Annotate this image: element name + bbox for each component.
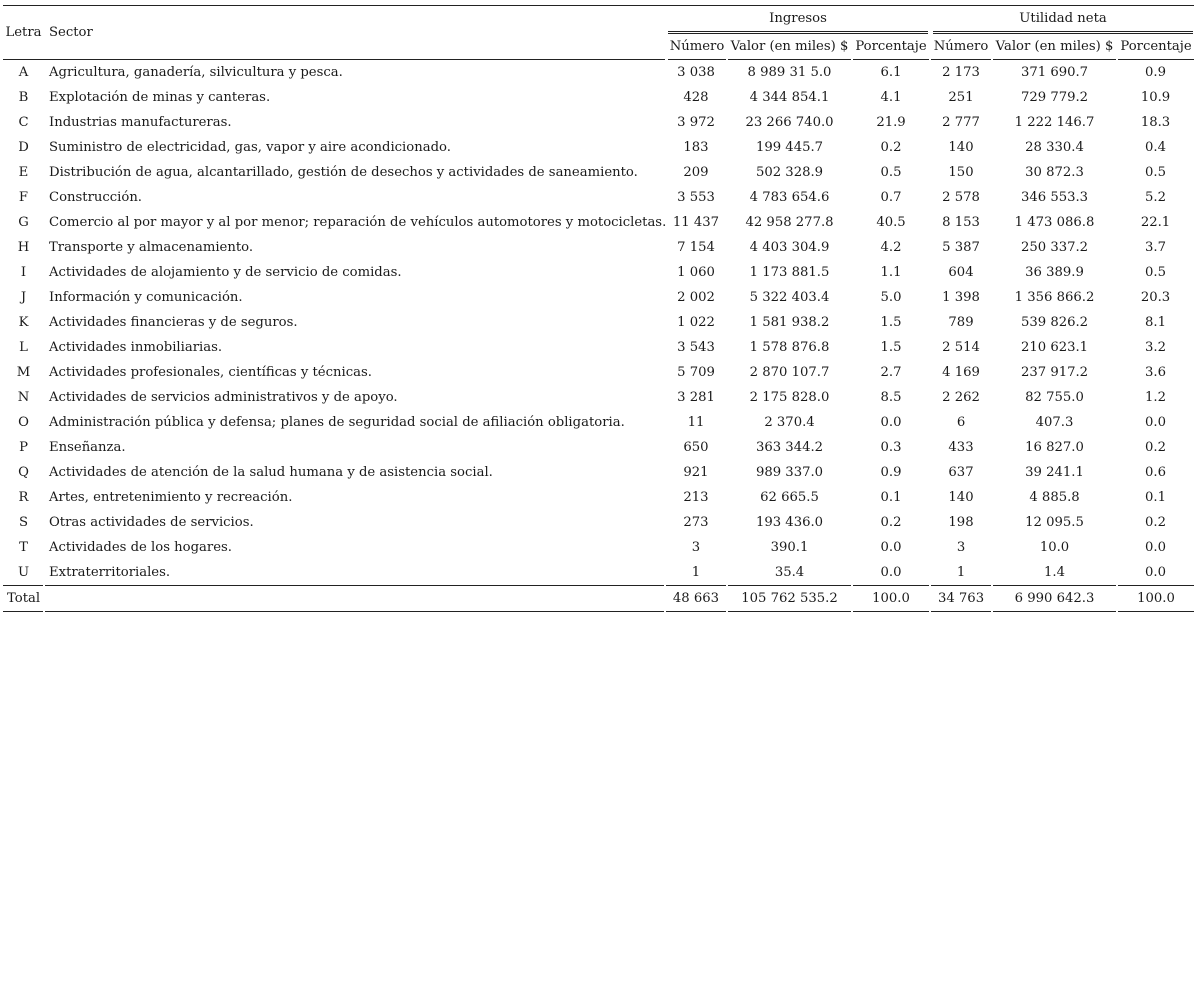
cell-letra: O [18,415,29,430]
total-utilidad-numero-cell [930,585,992,612]
cell-utilidad-valor: 729 779.2 [1020,90,1089,105]
cell-letra: K [18,315,29,330]
cell-utilidad-numero: 1 398 [942,290,980,305]
total-ingresos-valor-cell [727,585,852,612]
cell-utilidad-valor: 30 872.3 [1025,165,1084,180]
cell-utilidad-numero: 5 387 [942,240,980,255]
cell-letra: M [16,365,31,380]
cell-ingresos-valor: 2 175 828.0 [749,390,830,405]
cell-utilidad-porcentaje: 0.0 [1145,565,1167,580]
cell-sector: Actividades profesionales, científicas y técnicas. [49,365,372,380]
cell-sector: Actividades de los hogares. [49,540,232,555]
sector-table-container [3,5,1194,612]
cell-letra: B [18,90,29,105]
cell-ingresos-porcentaje: 6.1 [880,65,902,80]
total-ingresos-numero-cell [665,585,727,612]
cell-ingresos-valor: 390.1 [770,540,809,555]
cell-utilidad-numero: 2 578 [942,190,980,205]
cell-letra: G [18,215,29,230]
cell-ingresos-porcentaje: 2.7 [880,365,902,380]
cell-utilidad-valor: 12 095.5 [1025,515,1084,530]
cell-sector: Suministro de electricidad, gas, vapor y aire acondicionado. [49,140,451,155]
cell-ingresos-numero: 11 [687,415,705,430]
table-row [3,285,1194,310]
cell-utilidad-porcentaje: 5.2 [1145,190,1167,205]
cell-sector: Información y comunicación. [49,290,243,305]
cell-ingresos-numero: 3 553 [677,190,715,205]
group-header-utilidad-label: Utilidad neta [933,6,1193,34]
table-row [3,260,1194,285]
cell-letra: A [18,65,29,80]
cell-sector: Distribución de agua, alcantarillado, gestión de desechos y actividades de saneamiento. [49,165,638,180]
subheader-ingresos-numero-label: Número [668,34,726,60]
cell-ingresos-numero: 3 281 [677,390,715,405]
cell-ingresos-valor: 35.4 [774,565,805,580]
cell-utilidad-valor: 539 826.2 [1020,315,1089,330]
cell-utilidad-numero: 2 262 [942,390,980,405]
table-row [3,385,1194,410]
cell-letra: H [17,240,30,255]
cell-ingresos-valor: 62 665.5 [760,490,819,505]
column-header-sector: Sector [44,5,665,60]
table-row [3,360,1194,385]
subheader-ingresos-valor-label: Valor (en miles) $ [728,34,851,60]
header-row-groups [3,5,1194,34]
group-header-ingresos-label: Ingresos [668,6,928,34]
cell-utilidad-valor: 1 473 086.8 [1014,215,1095,230]
cell-utilidad-valor: 28 330.4 [1025,140,1084,155]
cell-utilidad-porcentaje: 20.3 [1140,290,1171,305]
cell-ingresos-numero: 209 [683,165,709,180]
total-utilidad-porcentaje-cell [1117,585,1194,612]
cell-sector: Actividades inmobiliarias. [49,340,223,355]
cell-ingresos-valor: 363 344.2 [755,440,824,455]
cell-utilidad-porcentaje: 10.9 [1140,90,1171,105]
cell-utilidad-porcentaje: 3.2 [1145,340,1167,355]
total-label: Total [3,585,43,612]
cell-ingresos-valor: 2 870 107.7 [749,365,830,380]
cell-utilidad-porcentaje: 0.0 [1145,415,1167,430]
cell-ingresos-valor: 199 445.7 [755,140,824,155]
sector-income-table [3,5,1194,612]
cell-sector: Agricultura, ganadería, silvicultura y pesca. [49,65,343,80]
cell-utilidad-porcentaje: 0.6 [1145,465,1167,480]
subheader-utilidad-numero [930,34,992,60]
table-row [3,510,1194,535]
cell-utilidad-numero: 2 173 [942,65,980,80]
cell-utilidad-numero: 2 514 [942,340,980,355]
cell-utilidad-porcentaje: 0.9 [1145,65,1167,80]
table-row [3,435,1194,460]
cell-utilidad-numero: 8 153 [942,215,980,230]
cell-utilidad-numero: 6 [956,415,966,430]
group-header-ingresos [665,5,930,34]
subheader-utilidad-valor-label: Valor (en miles) $ [993,34,1116,60]
cell-ingresos-porcentaje: 0.2 [880,140,902,155]
cell-letra: N [17,390,30,405]
cell-utilidad-valor: 16 827.0 [1025,440,1084,455]
cell-utilidad-porcentaje: 0.1 [1145,490,1167,505]
table-row [3,235,1194,260]
cell-letra: E [18,165,29,180]
total-row [3,585,1194,612]
cell-letra: D [18,140,29,155]
cell-ingresos-numero: 921 [683,465,709,480]
table-row [3,135,1194,160]
cell-sector: Enseñanza. [49,440,126,455]
cell-utilidad-valor: 250 337.2 [1020,240,1089,255]
table-row [3,185,1194,210]
cell-utilidad-valor: 1.4 [1044,565,1065,580]
cell-utilidad-porcentaje: 22.1 [1140,215,1171,230]
cell-ingresos-numero: 3 972 [677,115,715,130]
cell-ingresos-porcentaje: 0.5 [880,165,902,180]
cell-ingresos-porcentaje: 4.1 [880,90,902,105]
table-row [3,110,1194,135]
cell-ingresos-numero: 273 [683,515,709,530]
total-utilidad-valor: 6 990 642.3 [993,585,1116,612]
total-sector-cell [44,585,665,612]
cell-sector: Artes, entretenimiento y recreación. [49,490,293,505]
cell-sector: Transporte y almacenamiento. [49,240,254,255]
cell-utilidad-valor: 371 690.7 [1020,65,1089,80]
total-ingresos-valor: 105 762 535.2 [728,585,851,612]
subheader-utilidad-valor [992,34,1117,60]
table-row [3,210,1194,235]
cell-ingresos-numero: 213 [683,490,709,505]
cell-ingresos-valor: 193 436.0 [755,515,824,530]
table-row [3,310,1194,335]
cell-utilidad-valor: 407.3 [1035,415,1074,430]
table-row [3,460,1194,485]
cell-ingresos-porcentaje: 8.5 [880,390,902,405]
cell-letra: S [18,515,29,530]
cell-utilidad-numero: 140 [948,490,974,505]
cell-letra: T [19,540,28,555]
cell-ingresos-porcentaje: 5.0 [880,290,902,305]
table-body [3,60,1194,585]
cell-sector: Administración pública y defensa; planes de seguridad social de afiliación obligatoria. [49,415,625,430]
table-row [3,485,1194,510]
table-row [3,535,1194,560]
cell-sector: Actividades de atención de la salud humana y de asistencia social. [49,465,493,480]
cell-sector: Extraterritoriales. [49,565,171,580]
cell-ingresos-numero: 7 154 [677,240,715,255]
cell-ingresos-valor: 989 337.0 [755,465,824,480]
cell-letra: L [19,340,28,355]
table-row [3,60,1194,85]
cell-letra: U [17,565,30,580]
cell-ingresos-numero: 3 543 [677,340,715,355]
cell-ingresos-numero: 1 022 [677,315,715,330]
cell-utilidad-porcentaje: 0.0 [1145,540,1167,555]
cell-ingresos-valor: 1 581 938.2 [749,315,830,330]
cell-utilidad-numero: 150 [948,165,974,180]
cell-ingresos-valor: 4 783 654.6 [749,190,830,205]
cell-letra: F [18,190,29,205]
cell-ingresos-valor: 23 266 740.0 [745,115,834,130]
cell-ingresos-porcentaje: 0.0 [880,415,902,430]
cell-ingresos-porcentaje: 1.1 [880,265,902,280]
cell-utilidad-porcentaje: 0.5 [1145,265,1167,280]
cell-sector: Explotación de minas y canteras. [49,90,271,105]
cell-utilidad-numero: 637 [948,465,974,480]
cell-ingresos-porcentaje: 0.3 [880,440,902,455]
cell-ingresos-porcentaje: 1.5 [880,340,902,355]
cell-ingresos-porcentaje: 0.1 [880,490,902,505]
cell-utilidad-numero: 433 [948,440,974,455]
cell-letra: C [18,115,29,130]
total-ingresos-porcentaje-cell [852,585,930,612]
cell-utilidad-valor: 346 553.3 [1020,190,1089,205]
total-ingresos-porcentaje: 100.0 [853,585,929,612]
cell-utilidad-valor: 10.0 [1039,540,1070,555]
subheader-utilidad-porcentaje-label: Porcentaje [1118,34,1194,60]
column-header-letra: Letra [3,5,44,60]
table-row [3,335,1194,360]
cell-utilidad-porcentaje: 18.3 [1140,115,1171,130]
table-row [3,410,1194,435]
cell-ingresos-porcentaje: 40.5 [876,215,906,230]
table-row [3,160,1194,185]
total-utilidad-valor-cell [992,585,1117,612]
cell-ingresos-porcentaje: 4.2 [880,240,902,255]
cell-ingresos-valor: 1 173 881.5 [749,265,830,280]
subheader-utilidad-numero-label: Número [931,34,991,60]
table-row [3,85,1194,110]
cell-ingresos-valor: 502 328.9 [755,165,824,180]
cell-utilidad-numero: 604 [948,265,974,280]
cell-sector: Construcción. [49,190,143,205]
total-sector-blank [45,585,664,612]
cell-ingresos-porcentaje: 0.2 [880,515,902,530]
cell-sector: Comercio al por mayor y al por menor; reparación de vehículos automotores y motocicletas. [49,215,667,230]
cell-utilidad-numero: 198 [948,515,974,530]
cell-ingresos-porcentaje: 1.5 [880,315,902,330]
cell-ingresos-porcentaje: 0.0 [880,540,902,555]
cell-letra: Q [18,465,29,480]
total-utilidad-numero: 34 763 [931,585,991,612]
cell-ingresos-valor: 1 578 876.8 [749,340,830,355]
cell-ingresos-numero: 5 709 [677,365,715,380]
cell-ingresos-numero: 1 060 [677,265,715,280]
cell-utilidad-valor: 82 755.0 [1025,390,1084,405]
cell-utilidad-valor: 36 389.9 [1025,265,1084,280]
cell-utilidad-numero: 3 [956,540,966,555]
cell-sector: Actividades de servicios administrativos y de apoyo. [49,390,398,405]
cell-utilidad-valor: 1 222 146.7 [1014,115,1095,130]
cell-utilidad-porcentaje: 1.2 [1145,390,1167,405]
cell-ingresos-valor: 5 322 403.4 [749,290,830,305]
cell-ingresos-porcentaje: 21.9 [876,115,906,130]
cell-ingresos-numero: 3 038 [677,65,715,80]
cell-utilidad-numero: 1 [956,565,966,580]
cell-ingresos-valor: 2 370.4 [764,415,815,430]
group-header-utilidad [930,5,1194,34]
cell-utilidad-porcentaje: 3.7 [1145,240,1167,255]
cell-ingresos-valor: 4 403 304.9 [749,240,830,255]
cell-letra: I [20,265,27,280]
cell-utilidad-valor: 39 241.1 [1025,465,1084,480]
cell-utilidad-porcentaje: 0.4 [1145,140,1167,155]
cell-ingresos-valor: 4 344 854.1 [749,90,830,105]
cell-ingresos-porcentaje: 0.9 [880,465,902,480]
cell-ingresos-numero: 2 002 [677,290,715,305]
subheader-utilidad-porcentaje [1117,34,1194,60]
cell-utilidad-valor: 210 623.1 [1020,340,1089,355]
cell-ingresos-numero: 3 [691,540,701,555]
cell-ingresos-porcentaje: 0.7 [880,190,902,205]
cell-utilidad-valor: 1 356 866.2 [1014,290,1095,305]
cell-utilidad-numero: 251 [948,90,974,105]
cell-utilidad-valor: 4 885.8 [1029,490,1080,505]
cell-utilidad-porcentaje: 0.5 [1145,165,1167,180]
cell-ingresos-valor: 42 958 277.8 [745,215,834,230]
total-label-cell [3,585,44,612]
cell-utilidad-numero: 789 [948,315,974,330]
cell-ingresos-numero: 11 437 [672,215,720,230]
cell-utilidad-porcentaje: 0.2 [1145,440,1167,455]
cell-ingresos-numero: 428 [683,90,709,105]
cell-letra: J [20,290,27,305]
subheader-ingresos-numero [665,34,727,60]
total-ingresos-numero: 48 663 [666,585,726,612]
cell-ingresos-numero: 183 [683,140,709,155]
subheader-ingresos-porcentaje [852,34,930,60]
cell-utilidad-porcentaje: 3.6 [1145,365,1167,380]
cell-sector: Actividades de alojamiento y de servicio de comidas. [49,265,402,280]
cell-ingresos-porcentaje: 0.0 [880,565,902,580]
cell-sector: Industrias manufactureras. [49,115,232,130]
cell-utilidad-numero: 4 169 [942,365,980,380]
cell-letra: P [19,440,28,455]
cell-sector: Otras actividades de servicios. [49,515,254,530]
cell-utilidad-porcentaje: 8.1 [1145,315,1167,330]
cell-utilidad-porcentaje: 0.2 [1145,515,1167,530]
cell-sector: Actividades financieras y de seguros. [49,315,298,330]
cell-utilidad-numero: 140 [948,140,974,155]
cell-letra: R [18,490,29,505]
cell-ingresos-valor: 8 989 31 5.0 [747,65,832,80]
cell-utilidad-valor: 237 917.2 [1020,365,1089,380]
total-utilidad-porcentaje: 100.0 [1118,585,1194,612]
table-row [3,560,1194,585]
subheader-ingresos-valor [727,34,852,60]
cell-ingresos-numero: 1 [691,565,701,580]
cell-utilidad-numero: 2 777 [942,115,980,130]
subheader-ingresos-porcentaje-label: Porcentaje [853,34,929,60]
cell-ingresos-numero: 650 [683,440,709,455]
